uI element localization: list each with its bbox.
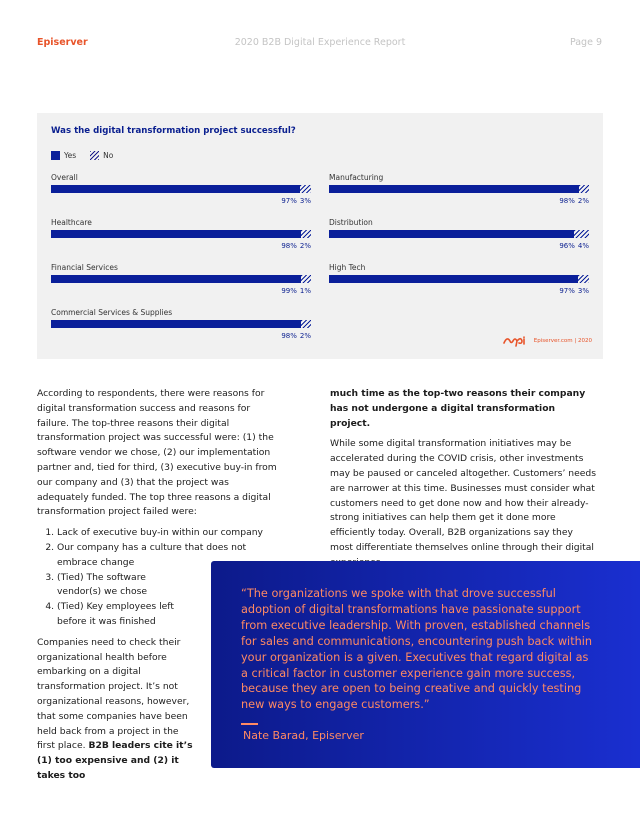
bar-item (329, 173, 589, 205)
quote-text: “The organizations we spoke with that drove successful adoption of digital transformations have passionate support from executive leadership. With proven, established channels for sales and communications, encountering push back within your organization is a given. Executives that regard digital as a critical factor in customer experience gain more success, because they are open to being creative and quickly testing new ways to engage customers.” (241, 587, 593, 712)
category-label: Commercial Services & Supplies (51, 308, 173, 317)
no-value-label: 2% (299, 242, 311, 250)
pull-quote (211, 561, 640, 768)
right-column (330, 387, 598, 571)
episerver-logo (503, 335, 592, 347)
bar-yes (51, 275, 301, 283)
chart-panel (37, 113, 603, 359)
logo-text: Episerver.com | 2020 (533, 338, 592, 344)
bar-item (51, 218, 311, 250)
list-item: 3. (Tied) The software vendor(s) we chose (57, 571, 187, 601)
bold-text: B2B leaders cite it’s (1) too expensive and (2) it takes too (37, 740, 193, 781)
no-value-label: 1% (299, 287, 311, 295)
bar-item (51, 173, 311, 205)
list-item: 2. Our company has a culture that does not embrace change (57, 541, 247, 571)
category-label: Financial Services (51, 263, 118, 272)
bar-no (300, 185, 311, 193)
bar-item (51, 308, 311, 340)
bold-paragraph (330, 387, 598, 431)
legend-yes (51, 151, 76, 160)
bar-track (329, 275, 589, 283)
yes-value-label: 97% (559, 287, 575, 295)
paragraph-text: Companies need to check their organizational health before embarking on a digital transformation project. It’s not organizational reasons, however, that some companies have been held back from a project in the first place. (37, 636, 190, 752)
bar-track (329, 185, 589, 193)
value-labels (51, 242, 311, 250)
bar-track (51, 230, 311, 238)
quote-author: Nate Barad, Episerver (243, 729, 364, 742)
quote-divider (241, 723, 258, 725)
bar-track (329, 230, 589, 238)
list-item: 1. Lack of executive buy-in within our company (57, 526, 279, 541)
no-value-label: 3% (577, 287, 589, 295)
bar-yes (51, 185, 300, 193)
no-value-label: 2% (577, 197, 589, 205)
bar-no (579, 185, 589, 193)
bar-item (51, 263, 311, 295)
value-labels (51, 197, 311, 205)
yes-value-label: 96% (559, 242, 575, 250)
yes-value-label: 98% (281, 332, 297, 340)
list-item: 4. (Tied) Key employees left before it was finished (57, 600, 187, 630)
bar-item (329, 218, 589, 250)
no-value-label: 3% (299, 197, 311, 205)
value-labels (329, 197, 589, 205)
no-value-label: 2% (299, 332, 311, 340)
category-label: Distribution (329, 218, 373, 227)
bar-no (578, 275, 589, 283)
intro-paragraph: According to respondents, there were reasons for digital transformation success and reasons for failure. The top-three reasons their digital transformation project was successful were: (1) the software vendor we chose, (2) our implementation partner and, tied for third, (3) executive buy-in from our company and (3) that the project was adequately funded. The top three reasons a digital transformation project failed were: (37, 388, 277, 518)
bold-text: much time as the top-two reasons their company has not undergone a digital transformation project. (330, 388, 586, 429)
bar-no (301, 230, 311, 238)
legend-yes-swatch (51, 151, 60, 160)
no-value-label: 4% (577, 242, 589, 250)
bar-yes (329, 185, 579, 193)
bar-yes (51, 320, 301, 328)
page-number: Page 9 (569, 37, 602, 48)
yes-value-label: 99% (281, 287, 297, 295)
bar-track (51, 320, 311, 328)
legend-no-label: No (103, 151, 114, 160)
bar-no (301, 275, 311, 283)
epi-logo-icon (503, 335, 529, 347)
bar-yes (329, 275, 578, 283)
yes-value-label: 98% (559, 197, 575, 205)
legend-yes-label: Yes (64, 151, 77, 160)
bar-yes (329, 230, 574, 238)
legend-no-swatch (90, 151, 99, 160)
report-title: 2020 B2B Digital Experience Report (234, 37, 406, 48)
category-label: Healthcare (51, 218, 92, 227)
chart-title: Was the digital transformation project successful? (51, 126, 296, 136)
brand-name: Episerver (37, 37, 88, 48)
bar-no (301, 320, 311, 328)
bar-item (329, 263, 589, 295)
value-labels (51, 287, 311, 295)
category-label: Overall (51, 173, 78, 182)
bar-yes (51, 230, 301, 238)
value-labels (329, 242, 589, 250)
yes-value-label: 98% (281, 242, 297, 250)
body-paragraph: While some digital transformation initiatives may be accelerated during the COVID crisis, other investments may be paused or canceled altogether. Customers’ needs are narrower at this time. Businesses must consider what customers need to get done now and how their already-strong initiatives can help them get it done more efficiently today. Overall, B2B organizations say they most differentiate themselves online through their digital (330, 438, 597, 553)
category-label: High Tech (329, 263, 366, 272)
value-labels (329, 287, 589, 295)
legend-no (90, 151, 113, 160)
bar-track (51, 185, 311, 193)
body-paragraph (37, 636, 197, 784)
value-labels (51, 332, 311, 340)
bar-track (51, 275, 311, 283)
bar-no (574, 230, 589, 238)
category-label: Manufacturing (329, 173, 384, 182)
chart-legend (51, 151, 127, 160)
yes-value-label: 97% (281, 197, 297, 205)
